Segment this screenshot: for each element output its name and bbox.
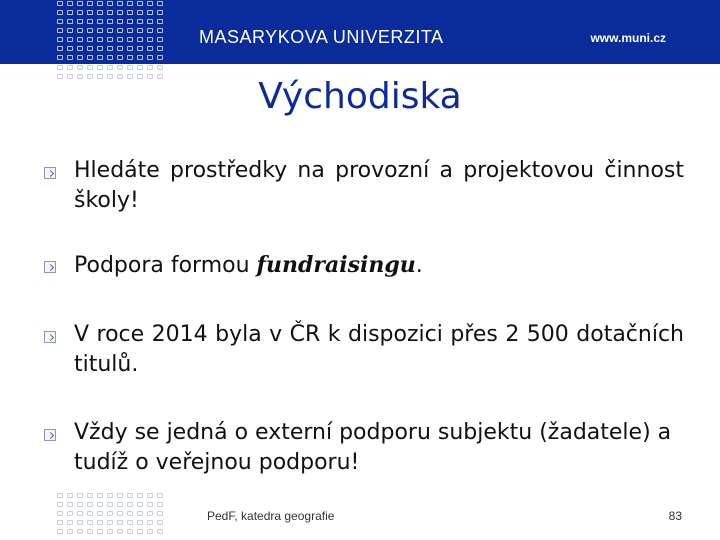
bullet-text: V roce 2014 byla v ČR k dispozici přes 2 500 dotačních titulů. xyxy=(74,322,684,377)
logo-dot xyxy=(67,10,73,15)
logo-dot xyxy=(137,493,143,498)
logo-dot xyxy=(127,511,133,516)
logo-dot xyxy=(137,529,143,534)
logo-dot xyxy=(87,10,93,15)
logo-dot xyxy=(117,65,123,70)
logo-dot xyxy=(117,502,123,507)
logo-dot xyxy=(57,19,63,24)
logo-dot xyxy=(157,529,163,534)
logo-dot xyxy=(87,65,93,70)
logo-dot xyxy=(157,1,163,6)
logo-dot xyxy=(147,511,153,516)
logo-dot xyxy=(157,493,163,498)
logo-dot xyxy=(147,37,153,42)
logo-dot xyxy=(137,28,143,33)
logo-dot xyxy=(117,46,123,51)
logo-dot xyxy=(107,520,113,525)
university-name: MASARYKOVA UNIVERZITA xyxy=(199,27,444,47)
logo-dot xyxy=(137,502,143,507)
logo-dot xyxy=(87,37,93,42)
bullet-text-part: Podpora formou xyxy=(74,253,257,278)
logo-dot xyxy=(97,65,103,70)
logo-dot xyxy=(157,502,163,507)
logo-dot xyxy=(57,493,63,498)
logo-dot xyxy=(127,529,133,534)
logo-dot xyxy=(157,37,163,42)
logo-dot xyxy=(97,46,103,51)
logo-dot xyxy=(147,28,153,33)
page-number: 83 xyxy=(668,509,682,523)
logo-dot xyxy=(67,511,73,516)
logo-dot xyxy=(57,65,63,70)
logo-dot xyxy=(97,28,103,33)
bullet-item xyxy=(44,320,684,380)
logo-dot xyxy=(77,511,83,516)
logo-dot xyxy=(57,529,63,534)
logo-dot xyxy=(117,55,123,60)
logo-dot xyxy=(117,19,123,24)
logo-dot xyxy=(127,65,133,70)
mu-dot-grid-footer-icon xyxy=(56,492,168,540)
bullet-emphasis: fundraisingu xyxy=(256,252,416,278)
logo-dot xyxy=(147,493,153,498)
slide-title: Východiska xyxy=(258,76,462,117)
logo-dot xyxy=(117,10,123,15)
logo-dot xyxy=(107,46,113,51)
logo-dot xyxy=(107,65,113,70)
logo-dot xyxy=(117,37,123,42)
bullet-marker-icon xyxy=(44,167,56,179)
logo-dot xyxy=(77,10,83,15)
logo-dot xyxy=(57,511,63,516)
logo-dot xyxy=(137,10,143,15)
logo-dot xyxy=(77,520,83,525)
bullet-item xyxy=(44,250,684,281)
logo-dot xyxy=(67,65,73,70)
logo-dot xyxy=(77,55,83,60)
logo-dot xyxy=(157,511,163,516)
logo-dot xyxy=(97,10,103,15)
logo-dot xyxy=(77,1,83,6)
logo-dot xyxy=(137,65,143,70)
logo-dot xyxy=(77,529,83,534)
logo-dot xyxy=(157,520,163,525)
logo-dot xyxy=(107,28,113,33)
logo-dot xyxy=(117,1,123,6)
logo-dot xyxy=(57,520,63,525)
logo-dot xyxy=(67,1,73,6)
logo-dot xyxy=(67,37,73,42)
logo-dot xyxy=(77,37,83,42)
logo-dot xyxy=(87,55,93,60)
logo-dot xyxy=(147,10,153,15)
logo-dot xyxy=(127,502,133,507)
logo-dot xyxy=(137,46,143,51)
logo-dot xyxy=(77,46,83,51)
logo-dot xyxy=(107,1,113,6)
logo-dot xyxy=(107,37,113,42)
logo-dot xyxy=(77,65,83,70)
logo-dot xyxy=(57,46,63,51)
logo-dot xyxy=(147,502,153,507)
logo-dot xyxy=(107,55,113,60)
logo-dot xyxy=(97,1,103,6)
logo-dot xyxy=(97,19,103,24)
logo-dot xyxy=(127,28,133,33)
logo-dot xyxy=(67,529,73,534)
logo-dot xyxy=(107,19,113,24)
logo-dot xyxy=(57,55,63,60)
bullet-text: Vždy se jedná o externí podporu subjektu (žadatele) a tudíž o veřejnou podporu! xyxy=(74,420,672,475)
logo-dot xyxy=(137,55,143,60)
logo-dot xyxy=(87,502,93,507)
logo-dot xyxy=(117,529,123,534)
logo-dot xyxy=(107,529,113,534)
logo-dot xyxy=(137,520,143,525)
footer-text: PedF, katedra geografie xyxy=(207,509,335,523)
logo-dot xyxy=(77,28,83,33)
logo-dot xyxy=(137,511,143,516)
logo-dot xyxy=(87,46,93,51)
logo-dot xyxy=(107,493,113,498)
logo-dot xyxy=(157,46,163,51)
logo-dot xyxy=(147,19,153,24)
logo-dot xyxy=(107,502,113,507)
bullet-marker-icon xyxy=(44,331,56,343)
logo-dot xyxy=(97,493,103,498)
logo-dot xyxy=(57,28,63,33)
logo-dot xyxy=(127,10,133,15)
logo-dot xyxy=(117,28,123,33)
logo-dot xyxy=(127,520,133,525)
bullet-text xyxy=(74,250,684,281)
logo-dot xyxy=(97,511,103,516)
logo-dot xyxy=(87,28,93,33)
logo-dot xyxy=(87,529,93,534)
logo-dot xyxy=(97,502,103,507)
logo-dot xyxy=(137,19,143,24)
logo-dot xyxy=(67,502,73,507)
bullet-text: Hledáte prostředky na provozní a projektovou činnost školy! xyxy=(74,158,684,213)
logo-dot xyxy=(127,37,133,42)
logo-dot xyxy=(147,1,153,6)
logo-dot xyxy=(97,520,103,525)
logo-dot xyxy=(67,520,73,525)
logo-dot xyxy=(67,28,73,33)
logo-dot xyxy=(127,1,133,6)
logo-dot xyxy=(77,502,83,507)
logo-dot xyxy=(157,55,163,60)
logo-dot xyxy=(67,493,73,498)
logo-dot xyxy=(57,10,63,15)
logo-dot xyxy=(157,19,163,24)
logo-dot xyxy=(127,493,133,498)
logo-dot xyxy=(57,37,63,42)
logo-dot xyxy=(67,19,73,24)
logo-dot xyxy=(87,19,93,24)
logo-dot xyxy=(157,65,163,70)
logo-dot xyxy=(137,37,143,42)
logo-dot xyxy=(97,37,103,42)
logo-dot xyxy=(157,10,163,15)
logo-dot xyxy=(147,529,153,534)
bullet-marker-icon xyxy=(44,261,56,273)
bullet-item xyxy=(44,156,684,216)
bullet-item xyxy=(44,418,684,478)
bullet-marker-icon xyxy=(44,429,56,441)
bullet-text-part: . xyxy=(415,253,423,278)
logo-dot xyxy=(147,55,153,60)
logo-dot xyxy=(87,520,93,525)
logo-dot xyxy=(107,10,113,15)
university-website[interactable]: www.muni.cz xyxy=(590,31,666,45)
logo-dot xyxy=(67,55,73,60)
logo-dot xyxy=(117,520,123,525)
logo-dot xyxy=(107,511,113,516)
logo-dot xyxy=(87,1,93,6)
logo-dot xyxy=(127,55,133,60)
logo-dot xyxy=(67,46,73,51)
logo-dot xyxy=(147,65,153,70)
header-bar xyxy=(0,0,720,64)
logo-dot xyxy=(137,1,143,6)
logo-dot xyxy=(117,493,123,498)
logo-dot xyxy=(147,46,153,51)
logo-dot xyxy=(57,1,63,6)
logo-dot xyxy=(147,520,153,525)
logo-dot xyxy=(57,502,63,507)
logo-dot xyxy=(97,55,103,60)
logo-dot xyxy=(87,493,93,498)
logo-dot xyxy=(77,493,83,498)
logo-dot xyxy=(77,19,83,24)
logo-dot xyxy=(127,46,133,51)
logo-dot xyxy=(127,19,133,24)
logo-dot xyxy=(157,28,163,33)
logo-dot xyxy=(87,511,93,516)
logo-dot xyxy=(97,529,103,534)
logo-dot xyxy=(117,511,123,516)
